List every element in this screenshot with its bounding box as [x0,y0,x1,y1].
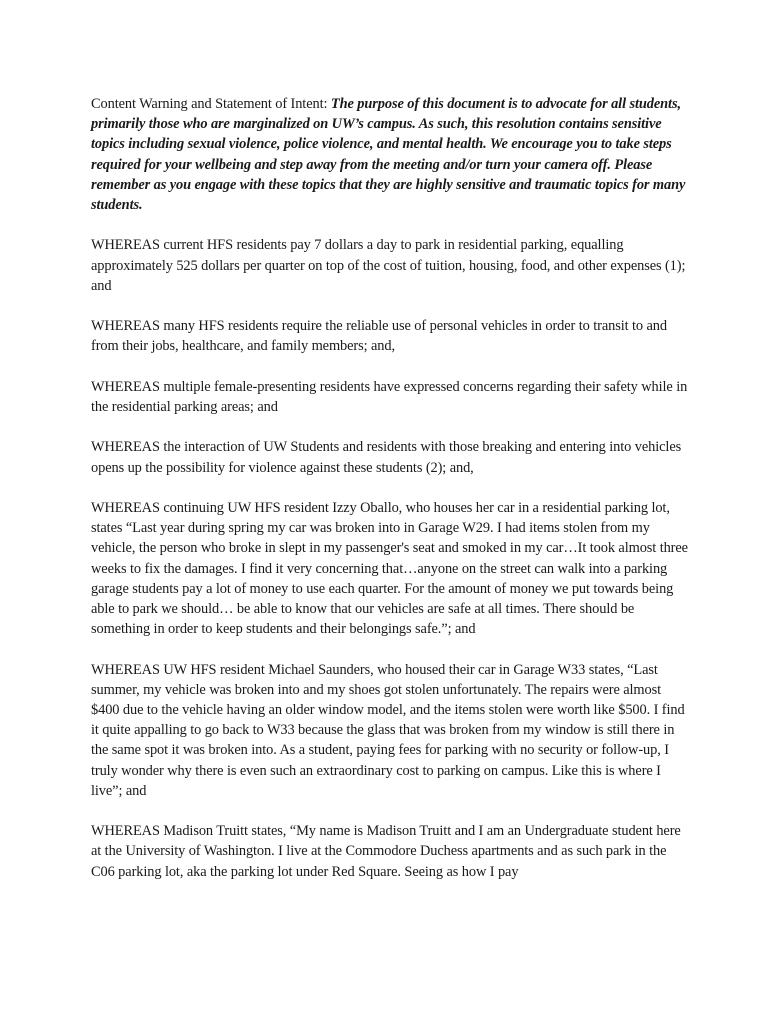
whereas-clause: WHEREAS multiple female-presenting residents have expressed concerns regarding their safety while in the residential parking areas; and [91,378,688,415]
content-warning-statement: The purpose of this document is to advocate for all students, primarily those who are marginalized on UW’s campus. As such, this resolution contains sensitive topics including sexual violence, police violence, and mental health. We encourage you to take steps required for your wellbeing and step away from the meeting and/or turn your camera off. Please remember as you engage with these topics that they are highly sensitive and traumatic topics for many students. [91,96,686,214]
whereas-clause: WHEREAS continuing UW HFS resident Izzy Oballo, who houses her car in a residential parking lot, states “Last year during spring my car was broken into in Garage W29. I had items stolen from my vehicle, the person who broke in slept in my passenger's seat and smoked in my car…It took almost three weeks to fix the damages. I find it very concerning that…anyone on the street can walk into a parking garage students pay a lot of money to use each quarter. For the amount of money we put towards being able to park we should… be able to know that our vehicles are safe at all times. There should be something in order to keep students and their belongings safe.”; and [91,499,688,638]
content-warning-label: Content Warning and Statement of Intent: [91,96,331,112]
content-warning-paragraph [91,94,691,215]
whereas-clause: WHEREAS Madison Truitt states, “My name is Madison Truitt and I am an Undergraduate student here at the University of Washington. I live at the Commodore Duchess apartments and as such park in the C06 parking lot, aka the parking lot under Red Square. Seeing as how I pay [91,823,681,880]
whereas-clause: WHEREAS the interaction of UW Students and residents with those breaking and entering into vehicles opens up the possibility for violence against these students (2); and, [91,439,682,476]
whereas-clause: WHEREAS many HFS residents require the reliable use of personal vehicles in order to transit to and from their jobs, healthcare, and family members; and, [91,318,667,355]
whereas-clause: WHEREAS current HFS residents pay 7 dollars a day to park in residential parking, equalling approximately 525 dollars per quarter on top of the cost of tuition, housing, food, and other expenses (1); and [91,237,686,294]
document-page [91,94,691,902]
whereas-clause: WHEREAS UW HFS resident Michael Saunders, who housed their car in Garage W33 states, “Last summer, my vehicle was broken into and my shoes got stolen unfortunately. The repairs were almost $400 due to the vehicle having an older window model, and the items stolen were worth like $500. I find it quite appalling to go back to W33 because the glass that was broken from my window is still there in the same spot it was broken into. As a student, paying fees for parking with no security or follow-up, I truly wonder why there is even such an extraordinary cost to parking on campus. Like this is where I live”; and [91,661,685,799]
